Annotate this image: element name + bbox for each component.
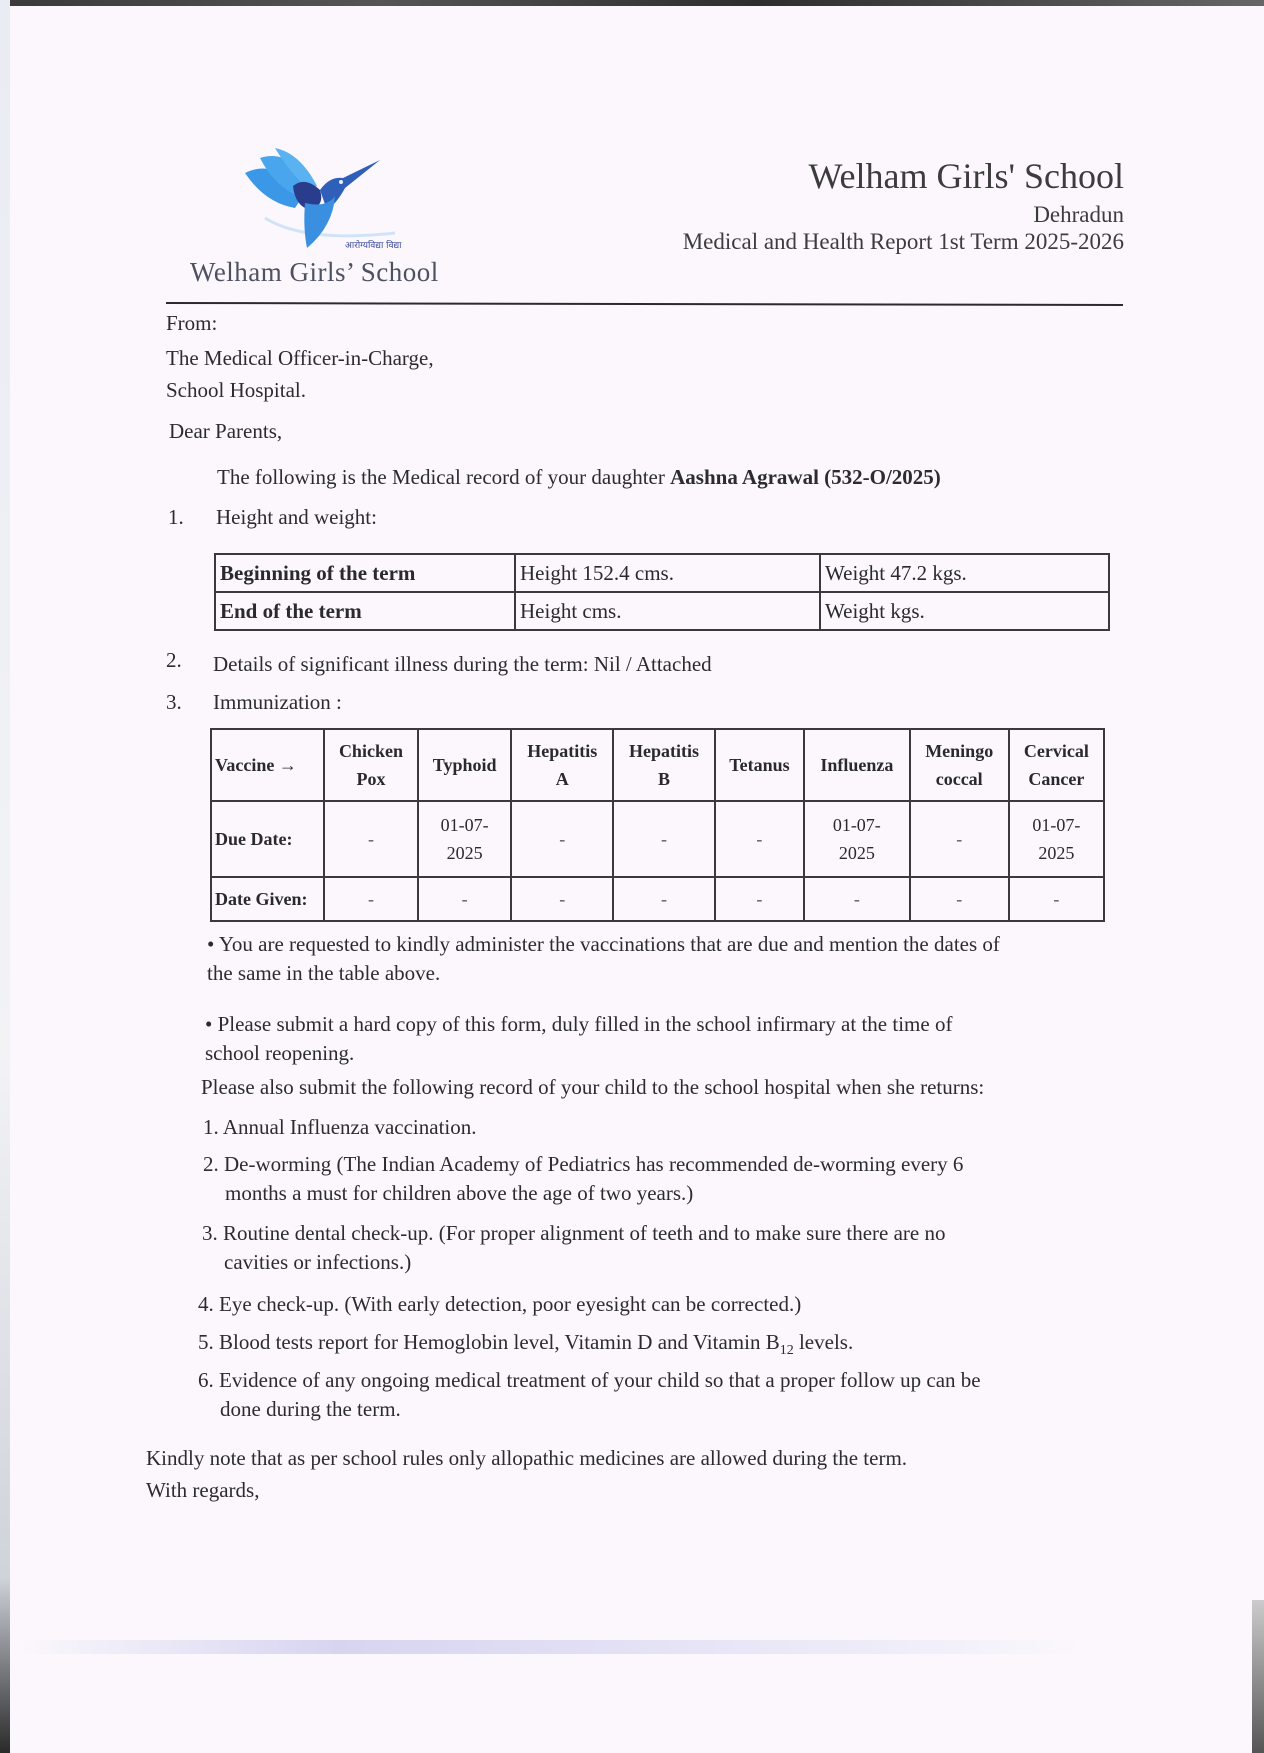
vaccine-name-2: Pox <box>356 769 386 789</box>
due-date-value: - <box>367 829 374 849</box>
school-name-heading: Welham Girls' School <box>808 156 1124 196</box>
records-intro: Please also submit the following record of your child to the school hospital when she returns: <box>201 1075 985 1099</box>
record-item-line-1 <box>198 1328 853 1365</box>
due-date-value: 01-07- <box>1032 815 1081 835</box>
table-row <box>211 877 1104 921</box>
section-2-title: Details of significant illness during the term: Nil / Attached <box>213 652 712 676</box>
note-bullet-1-line-2: the same in the table above. <box>207 961 441 985</box>
record-item-line-1: 3. Routine dental check-up. (For proper alignment of teeth and to make sure there are no <box>202 1221 946 1245</box>
record-item-line-1: 2. De-worming (The Indian Academy of Pediatrics has recommended de-worming every 6 <box>203 1152 964 1176</box>
vaccine-header-label: Vaccine → <box>211 729 324 801</box>
vaccine-name: Hepatitis <box>628 741 699 761</box>
record-subscript: 12 <box>779 1343 794 1358</box>
vaccine-column-header <box>804 729 910 801</box>
logo-motto: आरोग्यविद्या विद्या <box>345 241 402 251</box>
hw-row-label: End of the term <box>215 592 515 630</box>
vaccine-name: Influenza <box>820 755 894 775</box>
record-text: 5. Blood tests report for Hemoglobin level, Vitamin D and Vitamin B <box>198 1330 780 1354</box>
from-line-1: The Medical Officer-in-Charge, <box>166 346 434 370</box>
student-name-id: Aashna Agrawal (532-O/2025) <box>670 465 941 489</box>
vaccine-name: Tetanus <box>729 755 790 775</box>
vaccine-column-header <box>1009 729 1104 801</box>
due-date-value: - <box>756 829 763 849</box>
due-date-cell <box>804 801 910 877</box>
date-given-cell: - <box>418 877 512 921</box>
vaccine-name-2: B <box>657 769 670 789</box>
record-item <box>202 1219 946 1277</box>
vaccine-column-header <box>418 729 512 801</box>
date-given-cell: - <box>804 877 910 921</box>
table-row <box>215 592 1109 630</box>
due-date-value: - <box>956 829 963 849</box>
hw-height-cell: Height cms. <box>515 592 820 630</box>
vaccine-column-header <box>910 729 1009 801</box>
date-given-cell: - <box>910 877 1009 921</box>
section-3-title: Immunization : <box>213 690 342 714</box>
record-item-line-2: cavities or infections.) <box>224 1250 412 1274</box>
due-date-cell <box>324 801 418 877</box>
due-date-year: 2025 <box>1038 843 1075 863</box>
vaccine-name: Chicken <box>338 741 403 761</box>
record-item <box>198 1366 981 1424</box>
vaccine-name: Hepatitis <box>527 741 598 761</box>
record-item <box>203 1113 476 1142</box>
vaccine-name-2: coccal <box>935 769 983 789</box>
section-1-number: 1. <box>168 505 184 529</box>
date-given-label: Date Given: <box>211 877 324 921</box>
closing-note: Kindly note that as per school rules only allopathic medicines are allowed during the term. <box>146 1446 908 1470</box>
due-date-year: 2025 <box>446 843 483 863</box>
record-item <box>198 1290 801 1319</box>
date-given-cell: - <box>715 877 804 921</box>
record-item-line-2: months a must for children above the age of two years.) <box>225 1181 694 1205</box>
salutation: Dear Parents, <box>169 419 283 443</box>
intro-text: The following is the Medical record of your daughter <box>217 465 671 489</box>
report-title: Medical and Health Report 1st Term 2025-2026 <box>682 229 1124 254</box>
table-row <box>215 554 1109 592</box>
table-row <box>211 801 1104 877</box>
section-2-number: 2. <box>166 648 182 672</box>
logo-school-name: Welham Girls’ School <box>190 257 439 287</box>
vaccine-column-header <box>613 729 715 801</box>
vaccine-name: Meningo <box>925 741 994 761</box>
due-date-value: - <box>559 829 566 849</box>
record-item-line-1: 4. Eye check-up. (With early detection, poor eyesight can be corrected.) <box>198 1292 802 1316</box>
note-bullet-2 <box>205 1010 952 1068</box>
due-date-cell <box>1009 801 1104 877</box>
closing-regards: With regards, <box>146 1478 260 1502</box>
due-date-cell <box>715 801 804 877</box>
due-date-value: - <box>660 829 667 849</box>
section-1-title: Height and weight: <box>216 505 377 529</box>
date-given-cell: - <box>613 877 715 921</box>
record-text-end: levels. <box>793 1330 854 1354</box>
due-date-cell <box>511 801 613 877</box>
hw-row-label: Beginning of the term <box>215 554 515 592</box>
hw-weight-cell: Weight 47.2 kgs. <box>820 554 1109 592</box>
hw-height-cell: Height 152.4 cms. <box>515 554 820 592</box>
header-divider <box>166 302 1123 306</box>
height-weight-table <box>214 553 1110 631</box>
due-date-cell <box>910 801 1009 877</box>
from-label: From: <box>166 311 218 335</box>
date-given-cell: - <box>1009 877 1104 921</box>
from-line-2: School Hospital. <box>166 378 306 402</box>
vaccine-column-header <box>715 729 804 801</box>
date-given-cell: - <box>324 877 418 921</box>
record-item-line-1: 6. Evidence of any ongoing medical treatment of your child so that a proper follow up can be <box>198 1368 981 1392</box>
table-row <box>211 729 1104 801</box>
due-date-cell <box>613 801 715 877</box>
vaccine-name: Typhoid <box>432 755 497 775</box>
vaccine-column-header <box>511 729 613 801</box>
vaccine-name: Cervical <box>1023 741 1089 761</box>
school-city: Dehradun <box>1033 202 1124 227</box>
section-3-number: 3. <box>166 690 182 714</box>
hw-weight-cell: Weight kgs. <box>820 592 1109 630</box>
vaccine-column-header <box>324 729 418 801</box>
immunization-table <box>210 728 1105 922</box>
record-item-line-2: done during the term. <box>220 1397 401 1421</box>
due-date-value: 01-07- <box>832 815 881 835</box>
note-bullet-1-line-1: • You are requested to kindly administer the vaccinations that are due and mention the dates of <box>207 932 1000 956</box>
record-item <box>198 1328 853 1365</box>
intro-line <box>217 465 941 490</box>
record-item-line-1: 1. Annual Influenza vaccination. <box>203 1115 477 1139</box>
vaccine-name-2: Cancer <box>1028 769 1085 789</box>
record-item <box>203 1150 963 1208</box>
vaccine-name-2: A <box>555 769 569 789</box>
date-given-cell: - <box>511 877 613 921</box>
due-date-cell <box>418 801 512 877</box>
due-date-year: 2025 <box>838 843 875 863</box>
due-date-label: Due Date: <box>211 801 324 877</box>
note-bullet-1 <box>207 930 1000 988</box>
due-date-value: 01-07- <box>440 815 489 835</box>
note-bullet-2-line-1: • Please submit a hard copy of this form, duly filled in the school infirmary at the time of <box>205 1012 953 1036</box>
note-bullet-2-line-2: school reopening. <box>205 1041 355 1065</box>
